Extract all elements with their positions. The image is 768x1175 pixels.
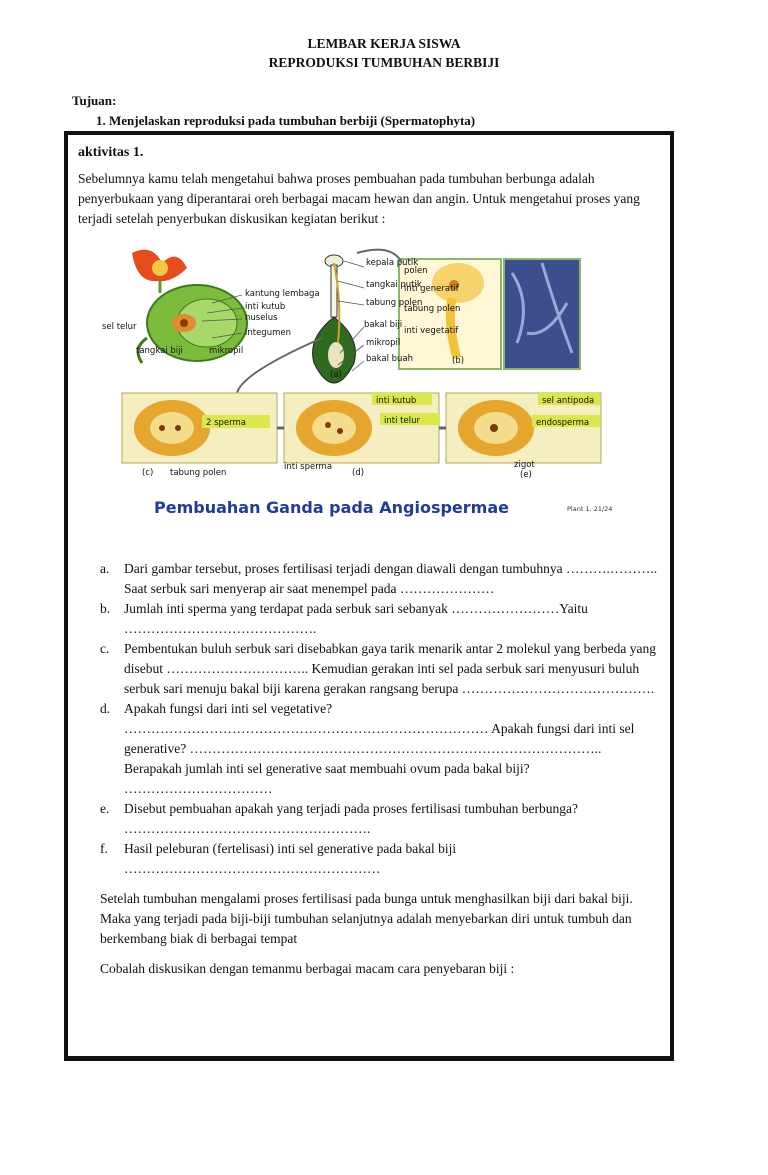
label-kepala-putik: kepala putik xyxy=(366,258,419,268)
question-text: Disebut pembuahan apakah yang terjadi pada proses fertilisasi tumbuhan berbunga? ………………………………………………. xyxy=(124,801,578,836)
question-e xyxy=(78,799,660,839)
activity-title: aktivitas 1. xyxy=(78,145,144,160)
label-inti-telur: inti telur xyxy=(384,416,420,426)
page-subtitle: REPRODUKSI TUMBUHAN BERBIJI xyxy=(268,55,500,70)
tujuan-label: Tujuan: xyxy=(72,93,117,108)
label-mikropil: mikropil xyxy=(209,346,244,356)
question-label: e. xyxy=(100,801,110,816)
question-text: Jumlah inti sperma yang terdapat pada serbuk sari sebanyak ……………………Yaitu ……………………………………. xyxy=(124,601,588,636)
label-mikropil-a: mikropil xyxy=(366,338,401,348)
label-kantung-lembaga: kantung lembaga xyxy=(245,289,320,299)
panel-d xyxy=(284,393,440,463)
label-panel-d: (d) xyxy=(352,468,365,478)
activity-intro: Sebelumnya kamu telah mengetahui bahwa proses pembuahan pada tumbuhan berbunga adalah penyerbukaan yang diperantarai oreh berbagai macam hewan dan angin. Untuk mengetahui proses yang terjadi setelah penyerbukan diskusikan kegiatan berikut : xyxy=(78,171,640,226)
activity-box xyxy=(64,131,674,1061)
question-label: d. xyxy=(100,701,111,716)
tujuan-item: 1. Menjelaskan reproduksi pada tumbuhan berbiji (Spermatophyta) xyxy=(96,113,476,128)
question-text: Dari gambar tersebut, proses fertilisasi terjadi dengan diawali dengan tumbuhnya ……….……….. Saat serbuk sari menyerap air saat menempel pada ………………… xyxy=(124,561,658,596)
label-bakal-biji: bakal biji xyxy=(364,320,403,330)
question-list xyxy=(78,559,660,879)
label-bakal-buah: bakal buah xyxy=(366,354,414,364)
instruction-text: Cobalah diskusikan dengan temanmu berbagai macam cara penyebaran biji : xyxy=(100,961,515,976)
label-integumen: integumen xyxy=(245,328,291,338)
label-panel-a: (a) xyxy=(330,370,342,380)
pistil-illustration xyxy=(313,255,356,383)
label-inti-vegetatif: inti vegetatif xyxy=(404,326,459,336)
page-title: LEMBAR KERJA SISWA xyxy=(307,36,461,51)
question-a xyxy=(78,559,660,599)
question-label: a. xyxy=(100,561,110,576)
figure-svg xyxy=(102,243,634,533)
question-text: Hasil peleburan (fertelisasi) inti sel generative pada bakal biji ………………………………………………… xyxy=(124,841,457,876)
question-b xyxy=(78,599,660,639)
question-label: c. xyxy=(100,641,110,656)
label-nuselus: nuselus xyxy=(245,313,278,323)
question-text: Apakah fungsi dari inti sel vegetative? ……………………………………………………………………… Apakah fungsi dari inti sel generative? ……………………………………………………………………………….. Berapakah jumlah inti sel generative saat membuahi ovum pada bakal biji? …………………………… xyxy=(124,701,635,796)
label-tangkai-biji: tangkai biji xyxy=(136,346,183,356)
double-fertilization-figure xyxy=(102,243,634,533)
label-tangkai-putik: tangkai putik xyxy=(366,280,422,290)
figure-title: Pembuahan Ganda pada Angiospermae xyxy=(154,498,509,517)
panel-c xyxy=(122,393,277,463)
label-polen: polen xyxy=(404,266,428,276)
arrow-a-to-c xyxy=(237,338,322,393)
label-inti-kutub-d: inti kutub xyxy=(376,396,417,406)
question-c xyxy=(78,639,660,699)
label-inti-sperma: inti sperma xyxy=(284,462,333,472)
label-panel-c: (c) xyxy=(142,468,154,478)
label-panel-e: (e) xyxy=(520,470,532,480)
label-panel-b: (b) xyxy=(452,356,465,366)
label-tabung-polen-b: tabung polen xyxy=(404,304,461,314)
label-endosperma: endosperma xyxy=(536,418,590,428)
question-d xyxy=(78,699,660,799)
question-text: Pembentukan buluh serbuk sari disebabkan gaya tarik menarik antar 2 molekul yang berbeda yang disebut ………………………….. Kemudian gerakan inti sel pada serbuk sari menyusuri buluh serbuk sari menuju bakal biji karena gerakan rangsang berupa ……………………………………. xyxy=(124,641,656,696)
label-inti-generatif: inti generatif xyxy=(404,284,459,294)
label-tabung-polen-c: tabung polen xyxy=(170,468,227,478)
question-f xyxy=(78,839,660,879)
question-label: b. xyxy=(100,601,111,616)
label-sel-antipoda: sel antipoda xyxy=(542,396,595,406)
label-zigot: zigot xyxy=(514,460,535,470)
question-label: f. xyxy=(100,841,108,856)
label-tabung-polen: tabung polen xyxy=(366,298,423,308)
label-sel-telur: sel telur xyxy=(102,322,137,332)
label-2-sperma: 2 sperma xyxy=(206,418,246,428)
closing-paragraph: Setelah tumbuhan mengalami proses fertilisasi pada bunga untuk menghasilkan biji dari bakal biji. Maka yang terjadi pada biji-biji tumbuhan selanjutnya adalah menyebarkan diri untuk tumbuh dan berkembang biak di berbagai tempat xyxy=(100,891,633,946)
label-inti-kutub: inti kutub xyxy=(245,302,286,312)
figure-source: Plant 1. 21/24 xyxy=(567,505,613,513)
